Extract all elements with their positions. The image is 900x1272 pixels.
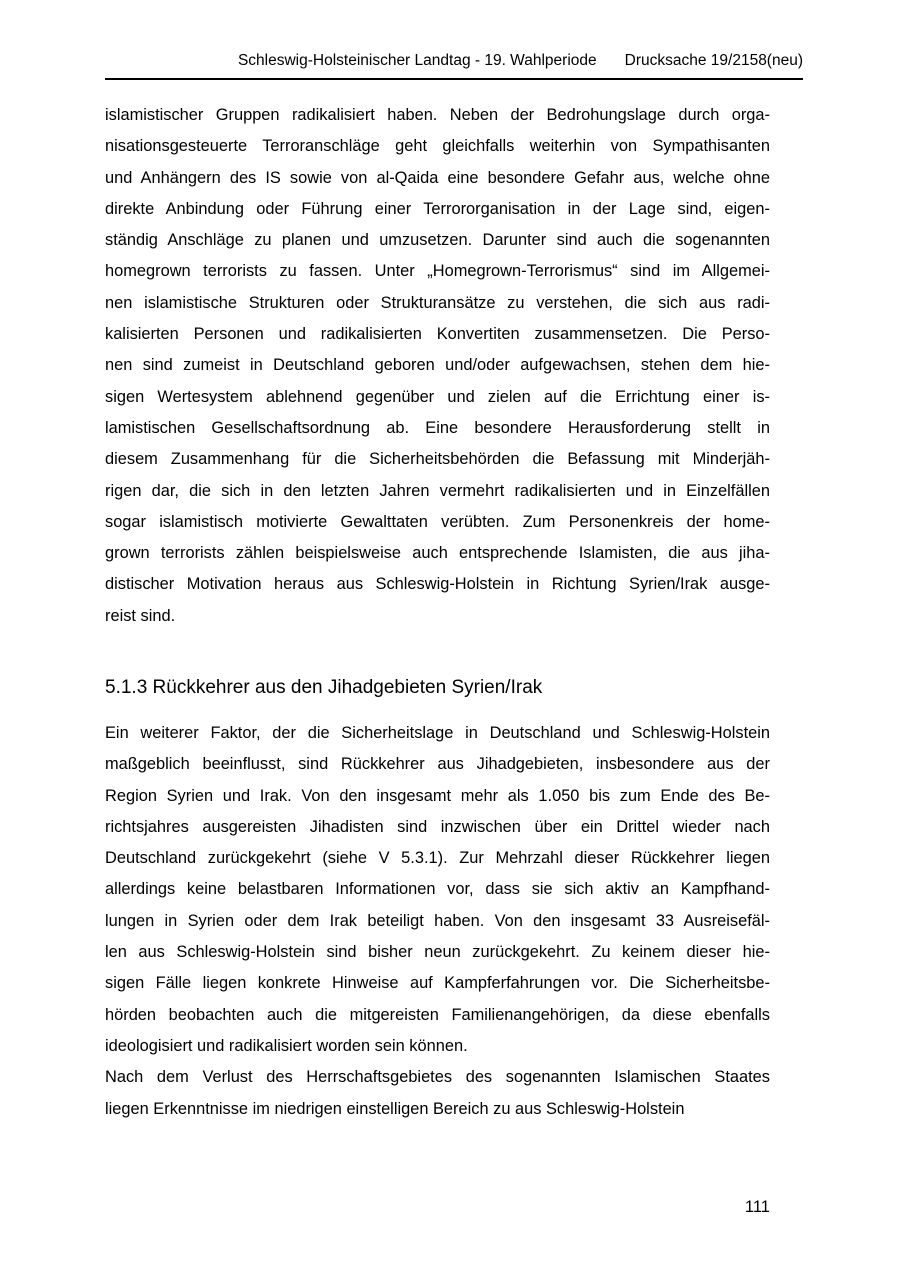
- text-line: sogar islamistisch motivierte Gewalttaten verübten. Zum Personenkreis der home-: [105, 512, 770, 531]
- paragraph-returnees: [105, 718, 770, 1062]
- text-line: diesem Zusammenhang für die Sicherheitsbehörden die Befassung mit Minderjäh-: [105, 450, 770, 469]
- text-line: nen sind zumeist in Deutschland geboren und/oder aufgewachsen, stehen dem hie-: [105, 356, 770, 375]
- section-body: [105, 718, 770, 1125]
- text-line: nisationsgesteuerte Terroranschläge geht gleichfalls weiterhin von Sympathisanten: [105, 137, 770, 156]
- text-line: nen islamistische Strukturen oder Strukturansätze zu verstehen, die sich aus radi-: [105, 293, 770, 312]
- text-line: distischer Motivation heraus aus Schleswig-Holstein in Richtung Syrien/Irak ausge-: [105, 575, 770, 594]
- text-line: ideologisiert und radikalisiert worden sein können.: [105, 1036, 468, 1055]
- text-line: Nach dem Verlust des Herrschaftsgebietes des sogenannten Islamischen Staates: [105, 1068, 770, 1087]
- page-number: 111: [744, 1198, 770, 1216]
- text-line: sigen Fälle liegen konkrete Hinweise auf Kampferfahrungen vor. Die Sicherheitsbe-: [105, 974, 770, 993]
- text-line: richtsjahres ausgereisten Jihadisten sind inzwischen über ein Drittel wieder nach: [105, 817, 770, 836]
- text-line: hörden beobachten auch die mitgereisten Familienangehörigen, da diese ebenfalls: [105, 1005, 770, 1024]
- text-line: reist sind.: [105, 606, 176, 625]
- text-line: Deutschland zurückgekehrt (siehe V 5.3.1). Zur Mehrzahl dieser Rückkehrer liegen: [105, 849, 770, 868]
- paragraph-is-territory-loss: [105, 1062, 770, 1125]
- text-line: Region Syrien und Irak. Von den insgesamt mehr als 1.050 bis zum Ende des Be-: [105, 786, 770, 805]
- text-line: Ein weiterer Faktor, der die Sicherheitslage in Deutschland und Schleswig-Holstein: [105, 724, 770, 742]
- text-line: ständig Anschläge zu planen und umzusetzen. Darunter sind auch die sogenannten: [105, 231, 770, 250]
- text-line: rigen dar, die sich in den letzten Jahren vermehrt radikalisierten und in Einzelfällen: [105, 481, 770, 500]
- text-line: grown terrorists zählen beispielsweise auch entsprechende Islamisten, die aus jiha-: [105, 544, 770, 563]
- text-line: sigen Wertesystem ablehnend gegenüber und zielen auf die Errichtung einer is-: [105, 387, 770, 406]
- text-line: maßgeblich beeinflusst, sind Rückkehrer aus Jihadgebieten, insbesondere aus der: [105, 755, 770, 774]
- text-line: direkte Anbindung oder Führung einer Terrororganisation in der Lage sind, eigen-: [105, 199, 770, 218]
- text-line: homegrown terrorists zu fassen. Unter „Homegrown-Terrorismus“ sind im Allgemei-: [105, 262, 770, 281]
- header-right-title: Drucksache 19/2158(neu): [624, 52, 803, 69]
- text-line: islamistischer Gruppen radikalisiert haben. Neben der Bedrohungslage durch orga-: [105, 106, 770, 124]
- text-line: kalisierten Personen und radikalisierten Konvertiten zusammensetzen. Die Perso-: [105, 325, 770, 344]
- header-rule: [105, 78, 803, 80]
- text-line: lamistischen Gesellschaftsordnung ab. Eine besondere Herausforderung stellt in: [105, 418, 770, 437]
- page-header: [105, 51, 803, 70]
- text-line: allerdings keine belastbaren Informationen vor, dass sie sich aktiv an Kampfhand-: [105, 880, 770, 899]
- header-left-title: Schleswig-Holsteinischer Landtag - 19. Wahlperiode: [237, 52, 597, 69]
- text-line: len aus Schleswig-Holstein sind bisher neun zurückgekehrt. Zu keinem dieser hie-: [105, 943, 770, 962]
- text-line: liegen Erkenntnisse im niedrigen einstelligen Bereich zu aus Schleswig-Holstein: [105, 1099, 685, 1118]
- section-heading: 5.1.3 Rückkehrer aus den Jihadgebieten Syrien/Irak: [105, 677, 543, 698]
- text-line: lungen in Syrien oder dem Irak beteiligt haben. Von den insgesamt 33 Ausreisefäl-: [105, 911, 770, 930]
- paragraph-islamist-threat: [105, 100, 770, 632]
- text-line: und Anhängern des IS sowie von al-Qaida eine besondere Gefahr aus, welche ohne: [105, 168, 770, 187]
